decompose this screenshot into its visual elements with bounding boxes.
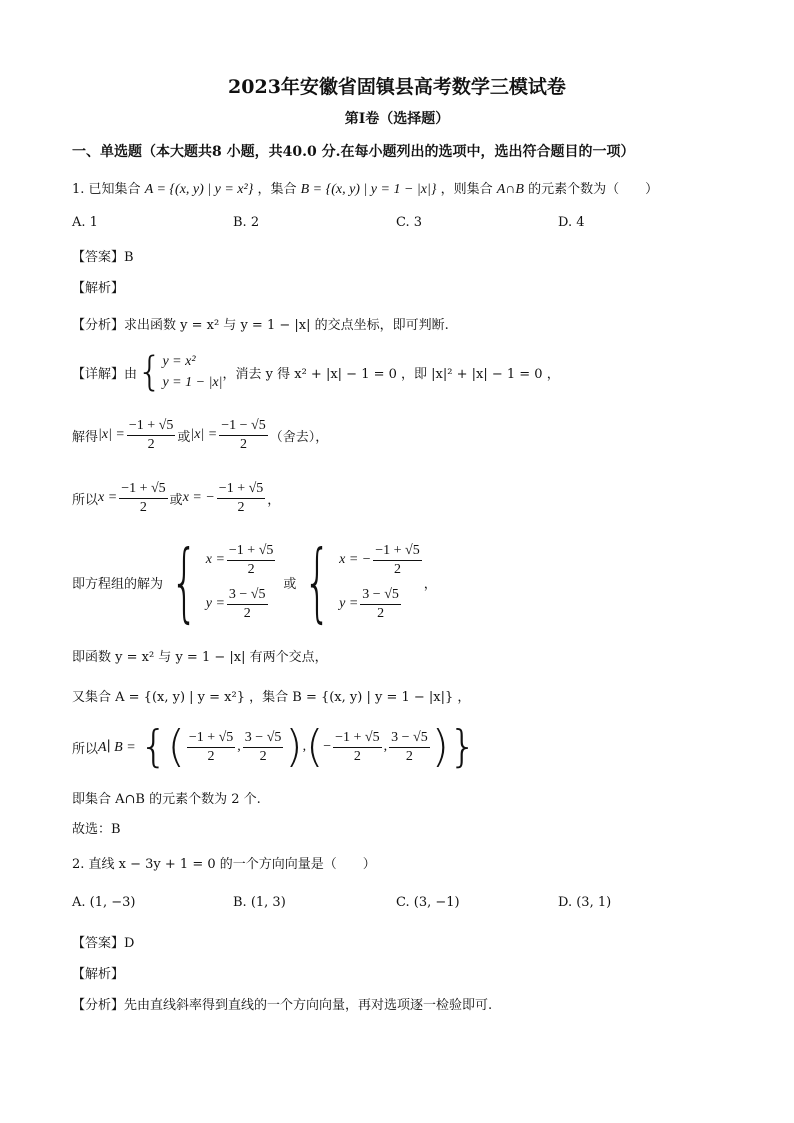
q1-option-b: B. 2 — [233, 215, 260, 230]
pair-sep: , — [302, 739, 307, 754]
q1-stem-end: 的元素个数为（ ） — [528, 182, 659, 197]
q1-detail-mid: ，消去 y 得 x² + |x| − 1 = 0 ，即 |x|² + |x| − 1 = 0 ， — [222, 366, 560, 382]
q1-system — [162, 351, 222, 393]
sol2-y-label: y = — [339, 596, 359, 611]
comma-2: ， — [423, 576, 437, 592]
q1-hanshu: 即函数 y = x² 与 y = 1 − |x| 有两个交点， — [72, 650, 328, 665]
q2-option-c: C. (3, −1) — [396, 895, 460, 910]
sol2-y-den: 2 — [377, 605, 385, 621]
q2-analysis-label: 【解析】 — [72, 967, 125, 982]
q1-detail-prefix: 【详解】由 — [72, 366, 138, 382]
jiede-prefix: 解得 — [72, 429, 99, 445]
frac-pos-num: −1 + √5 — [127, 417, 175, 436]
aib-label: A∣ B = — [98, 739, 136, 755]
q1-stem-mid: ，集合 — [257, 182, 297, 197]
p1-y — [243, 729, 284, 766]
p1-y-den: 2 — [259, 748, 267, 764]
huo-2: 或 — [169, 492, 183, 508]
shequ: （舍去）， — [269, 429, 329, 445]
p1-sep: , — [237, 739, 241, 754]
q1-gu: 故选：B — [72, 822, 121, 837]
paren-close-2: ) — [431, 721, 449, 772]
paren-open-2: ( — [306, 721, 324, 772]
frac-neg-den: 2 — [239, 436, 247, 452]
p2-x-den: 2 — [353, 748, 361, 764]
sol1-y-num: 3 − √5 — [227, 586, 268, 605]
comma-1: ， — [267, 492, 281, 508]
frac-x1-den: 2 — [139, 499, 147, 515]
q1-solutions — [72, 532, 437, 632]
q1-set-a: A = {(x, y) | y = x²} — [144, 182, 254, 197]
p2-minus: − — [323, 739, 332, 754]
q1-option-c: C. 3 — [396, 215, 423, 230]
p1-x — [187, 729, 235, 766]
p2-y-num: 3 − √5 — [389, 729, 430, 748]
volume-title: 第I卷（选择题） — [344, 111, 450, 127]
fangcheng-prefix: 即方程组的解为 — [72, 576, 164, 592]
suoyi2-prefix: 所以 — [72, 741, 99, 757]
x-eq-1: x = — [98, 490, 118, 505]
sol1-x-label: x = — [205, 552, 225, 567]
set-brace-open: { — [139, 721, 168, 772]
frac-pos — [127, 417, 175, 454]
sol1-x — [206, 538, 278, 582]
q1-answer: 【答案】B — [72, 250, 134, 265]
absx-2: |x| = — [190, 427, 218, 442]
sol2-y — [339, 582, 424, 626]
q2-option-d: D. (3, 1) — [558, 895, 612, 910]
sol2-x-label: x = − — [339, 552, 372, 567]
system-brace: { — [137, 349, 163, 395]
frac-neg — [219, 417, 267, 454]
frac-pos-den: 2 — [147, 436, 155, 452]
q2-fenxi: 【分析】先由直线斜率得到直线的一个方向向量，再对选项逐一检验即可. — [72, 998, 493, 1013]
paren-open-1: ( — [167, 721, 185, 772]
p2-y — [389, 729, 430, 766]
q1-stem-prefix: 1. 已知集合 — [72, 182, 141, 197]
huo-1: 或 — [177, 429, 191, 445]
sol1-y-den: 2 — [243, 605, 251, 621]
solution-1 — [206, 538, 278, 626]
q1-option-d: D. 4 — [558, 215, 585, 230]
frac-x2-den: 2 — [237, 499, 245, 515]
sol1-y — [206, 582, 278, 626]
q2-option-b: B. (1, 3) — [233, 895, 286, 910]
p2-sep: , — [383, 739, 388, 754]
set-brace-close: } — [448, 721, 477, 772]
sol2-y-num: 3 − √5 — [360, 586, 401, 605]
huo-3: 或 — [283, 576, 297, 592]
sol2-x — [339, 538, 424, 582]
sol1-y-frac — [227, 586, 268, 623]
p2-x-num: −1 + √5 — [333, 729, 381, 748]
q1-result-set — [72, 722, 477, 772]
paren-close-1: ) — [285, 721, 303, 772]
q1-fenxi: 【分析】求出函数 y = x² 与 y = 1 − |x| 的交点坐标，即可判断. — [72, 318, 449, 333]
sol1-x-num: −1 + √5 — [227, 542, 275, 561]
q1-stem-suffix: ，则集合 — [440, 182, 493, 197]
system-line-2: y = 1 − |x| — [162, 375, 223, 390]
q2-option-a: A. (1, −3) — [72, 895, 136, 910]
solution-2 — [339, 538, 424, 626]
p1-y-num: 3 − √5 — [243, 729, 284, 748]
q1-stem — [72, 178, 658, 198]
solution-brace-1: { — [170, 532, 199, 632]
p2-x — [333, 729, 381, 766]
q1-jiede — [72, 415, 328, 455]
p1-x-num: −1 + √5 — [187, 729, 235, 748]
page-title: 2023年安徽省固镇县高考数学三模试卷 — [228, 76, 566, 98]
frac-x2 — [217, 480, 265, 517]
suoyi-prefix: 所以 — [72, 492, 99, 508]
q1-option-a: A. 1 — [72, 215, 98, 230]
p2-y-den: 2 — [405, 748, 413, 764]
frac-neg-num: −1 − √5 — [219, 417, 267, 436]
sol2-x-frac — [373, 542, 421, 579]
p1-x-den: 2 — [207, 748, 215, 764]
sol2-x-num: −1 + √5 — [373, 542, 421, 561]
sol2-y-frac — [360, 586, 401, 623]
x-eq-2: x = − — [182, 490, 215, 505]
sol1-x-den: 2 — [247, 561, 255, 577]
frac-x1 — [119, 480, 167, 517]
q1-suoyi — [72, 478, 280, 518]
frac-x2-num: −1 + √5 — [217, 480, 265, 499]
q1-count: 即集合 A∩B 的元素个数为 2 个. — [72, 792, 261, 807]
system-line-1: y = x² — [162, 354, 196, 369]
sol1-x-frac — [227, 542, 275, 579]
q1-you: 又集合 A = {(x, y) | y = x²} ，集合 B = {(x, y) | y = 1 − |x|} ， — [72, 690, 471, 705]
q1-intersection: A∩B — [496, 182, 524, 197]
q2-stem: 2. 直线 x − 3y + 1 = 0 的一个方向向量是（ ） — [72, 857, 376, 872]
sol2-x-den: 2 — [393, 561, 401, 577]
q2-answer: 【答案】D — [72, 936, 135, 951]
section-heading: 一、单选题（本大题共8 小题，共40.0 分.在每小题列出的选项中，选出符合题目的一项） — [72, 144, 635, 160]
absx-1: |x| = — [98, 427, 125, 442]
q1-set-b: B = {(x, y) | y = 1 − |x|} — [300, 182, 437, 197]
solution-brace-2: { — [304, 532, 332, 632]
frac-x1-num: −1 + √5 — [119, 480, 167, 499]
q1-analysis-label: 【解析】 — [72, 281, 125, 296]
sol1-y-label: y = — [205, 596, 225, 611]
q1-detail — [72, 350, 560, 394]
